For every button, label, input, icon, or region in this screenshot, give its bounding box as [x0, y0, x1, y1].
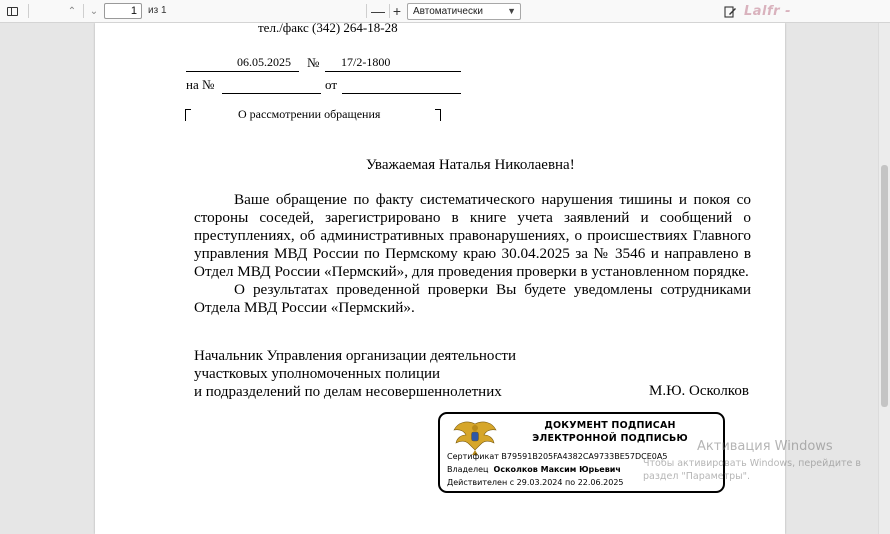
minus-icon: —	[371, 3, 385, 19]
certificate-validity: Действителен с 29.03.2024 по 22.06.2025	[447, 478, 624, 487]
reference-date-label: от	[325, 77, 338, 92]
activation-line: Чтобы активировать Windows, перейдите в	[643, 458, 861, 469]
letter-body	[194, 191, 751, 317]
number-sign: №	[307, 55, 320, 70]
edit-text-button[interactable]	[722, 0, 738, 22]
certificate-number: Сертификат B79591B205FA4382CA9733BE57DCE0A5	[447, 452, 668, 461]
edit-icon	[724, 5, 737, 18]
activation-message	[643, 457, 861, 483]
page-count: из 1	[148, 5, 167, 16]
signature-line: участковых уполномоченных полиции	[194, 366, 441, 382]
document-subject: О рассмотрении обращения	[238, 107, 381, 121]
body-paragraph: О результатах проведенной проверки Вы будете уведомлены сотрудниками Отдела МВД России «Пермский».	[194, 281, 751, 316]
plus-icon: +	[392, 3, 402, 19]
stamp-title	[500, 419, 720, 445]
body-paragraph: Ваше обращение по факту систематического нарушения тишины и покоя со стороны соседей, зарегистрировано в книге учета заявлений и сообщений о преступлениях, об административных правонарушениях, о происшествиях Главного управления МВД России по Пермскому краю 30.04.2025 за № 3546 и направлено в Отдел МВД России «Пермский», для проведения проверки в установленном порядке.	[194, 191, 751, 280]
activation-line: раздел "Параметры".	[643, 471, 751, 482]
toolbar-divider	[366, 4, 367, 18]
reference-date-underline	[342, 93, 461, 94]
signature-line: и подразделений по делам несовершеннолетних	[194, 384, 502, 400]
scrollbar-thumb[interactable]	[881, 165, 888, 407]
number-underline	[325, 71, 461, 72]
previous-page-button[interactable]	[64, 0, 80, 22]
stamp-title-line: ЭЛЕКТРОННОЙ ПОДПИСЬЮ	[532, 433, 688, 444]
chevron-down-icon: ⌄	[89, 5, 99, 17]
chevron-down-icon: ▼	[507, 6, 516, 16]
certificate-owner	[447, 465, 621, 474]
sidebar-icon	[7, 7, 18, 16]
signature-line: Начальник Управления организации деятельности	[194, 348, 517, 364]
next-page-button[interactable]	[86, 0, 102, 22]
owner-label: Владелец	[447, 465, 489, 474]
zoom-out-button[interactable]	[370, 0, 386, 22]
subject-corner-left	[185, 109, 191, 121]
toolbar-divider	[28, 4, 29, 18]
reference-number-underline	[222, 93, 321, 94]
greeting: Уважаемая Наталья Николаевна!	[366, 157, 575, 173]
toggle-sidebar-button[interactable]	[3, 0, 21, 22]
activation-title: Активация Windows	[697, 439, 833, 454]
phone-fax: тел./факс (342) 264-18-28	[258, 23, 398, 35]
toolbar-divider	[83, 4, 84, 18]
stamp-title-line: ДОКУМЕНТ ПОДПИСАН	[544, 420, 676, 431]
vertical-scrollbar[interactable]	[878, 23, 890, 534]
reference-number-label: на №	[186, 77, 215, 92]
zoom-in-button[interactable]	[389, 0, 405, 22]
site-watermark-logo: Lalfr -	[744, 4, 792, 19]
document-number: 17/2-1800	[341, 55, 391, 69]
zoom-select[interactable]	[407, 3, 521, 20]
subject-corner-right	[435, 109, 441, 121]
owner-name: Осколков Максим Юрьевич	[493, 465, 621, 474]
chevron-up-icon: ⌃	[67, 5, 77, 17]
zoom-select-value: Автоматически	[413, 6, 483, 17]
coat-of-arms-icon	[452, 418, 498, 456]
document-date: 06.05.2025	[237, 55, 291, 69]
pdf-toolbar	[0, 0, 890, 23]
date-underline	[186, 71, 299, 72]
signer-name: М.Ю. Осколков	[649, 383, 749, 399]
signature-position	[194, 347, 516, 401]
page-number-input[interactable]	[104, 3, 142, 19]
